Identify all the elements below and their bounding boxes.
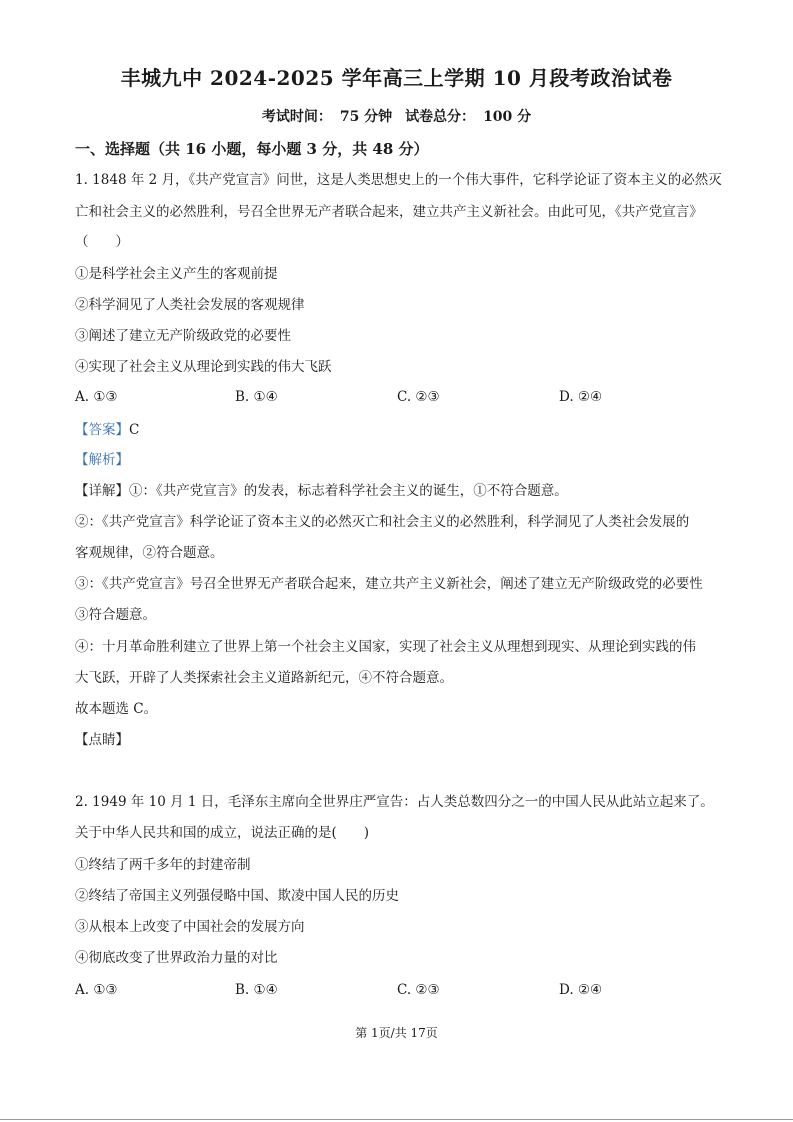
section-title: 一、选择题（共 16 小题，每小题 3 分，共 48 分） (75, 140, 429, 158)
q2-item: ①终结了两千多年的封建帝制 (75, 857, 251, 873)
exam-info (0, 106, 793, 126)
q2-item: ④彻底改变了世界政治力量的对比 (75, 950, 278, 966)
bottom-divider (0, 1119, 793, 1120)
q2-option-b: B. ①④ (235, 982, 278, 998)
q1-item: ③阐述了建立无产阶级政党的必要性 (75, 328, 291, 344)
score-value: 100 分 (483, 109, 532, 125)
q1-detail-line: ②：《共产党宣言》科学论证了资本主义的必然灭亡和社会主义的必然胜利，科学洞见了人类社会发展的 (75, 514, 690, 530)
q1-detail-line: 客观规律，②符合题意。 (75, 545, 224, 561)
q1-detail-line: ③：《共产党宣言》号召全世界无产者联合起来，建立共产主义新社会，阐述了建立无产阶级政党的必要性 (75, 576, 703, 592)
q2-stem-line: 关于中华人民共和国的成立，说法正确的是( ) (75, 825, 370, 841)
q2-option-a: A. ①③ (75, 982, 118, 998)
q1-stem-line: 1. 1848 年 2 月，《共产党宣言》问世，这是人类思想史上的一个伟大事件，它科学论证了资本主义的必然灭 (75, 172, 722, 188)
q2-option-d: D. ②④ (559, 982, 603, 998)
q2-option-c: C. ②③ (397, 982, 440, 998)
q1-item: ④实现了社会主义从理论到实践的伟大飞跃 (75, 359, 332, 375)
detail-text: ①：《共产党宣言》的发表，标志着科学社会主义的诞生，①不符合题意。 (129, 483, 568, 499)
comment-tag: 【点睛】 (75, 732, 129, 748)
q1-option-a: A. ①③ (75, 389, 118, 405)
q2-item: ③从根本上改变了中国社会的发展方向 (75, 919, 305, 935)
q1-stem-line: 亡和社会主义的必然胜利，号召全世界无产者联合起来，建立共产主义新社会。由此可见，《共产党宣言》 (75, 204, 703, 220)
q1-option-c: C. ②③ (397, 389, 440, 405)
q1-option-d: D. ②④ (559, 389, 603, 405)
q1-answer (75, 420, 725, 440)
q1-detail-line: ③符合题意。 (75, 607, 156, 623)
score-label: 试卷总分： (405, 109, 476, 125)
q1-option-b: B. ①④ (235, 389, 278, 405)
page-title: 丰城九中 2024-2025 学年高三上学期 10 月段考政治试卷 (120, 66, 673, 90)
analysis-tag: 【解析】 (75, 452, 129, 468)
q1-detail-line (75, 481, 725, 501)
answer-tag: 【答案】 (75, 422, 129, 438)
answer-value: C (129, 422, 140, 438)
q1-detail-line: 大飞跃，开辟了人类探索社会主义道路新纪元，④不符合题意。 (75, 670, 453, 686)
time-label: 考试时间： (261, 109, 332, 125)
q2-stem-line: 2. 1949 年 10 月 1 日，毛泽东主席向全世界庄严宣告：占人类总数四分之一的中国人民从此站立起来了。 (75, 794, 714, 810)
detail-tag: 【详解】 (75, 483, 129, 499)
time-value: 75 分钟 (339, 109, 393, 125)
q2-item: ②终结了帝国主义列强侵略中国、欺凌中国人民的历史 (75, 888, 399, 904)
q1-item: ①是科学社会主义产生的客观前提 (75, 266, 278, 282)
q1-conclusion: 故本题选 C。 (75, 701, 158, 717)
q1-comment (75, 730, 725, 750)
q1-stem-line: （ ） (75, 234, 129, 250)
q1-detail-line: ④：十月革命胜利建立了世界上第一个社会主义国家，实现了社会主义从理想到现实、从理论到实践的伟 (75, 639, 696, 655)
q1-analysis (75, 450, 725, 470)
q1-item: ②科学洞见了人类社会发展的客观规律 (75, 297, 305, 313)
page-footer: 第 1页/共 17页 (355, 1026, 438, 1040)
